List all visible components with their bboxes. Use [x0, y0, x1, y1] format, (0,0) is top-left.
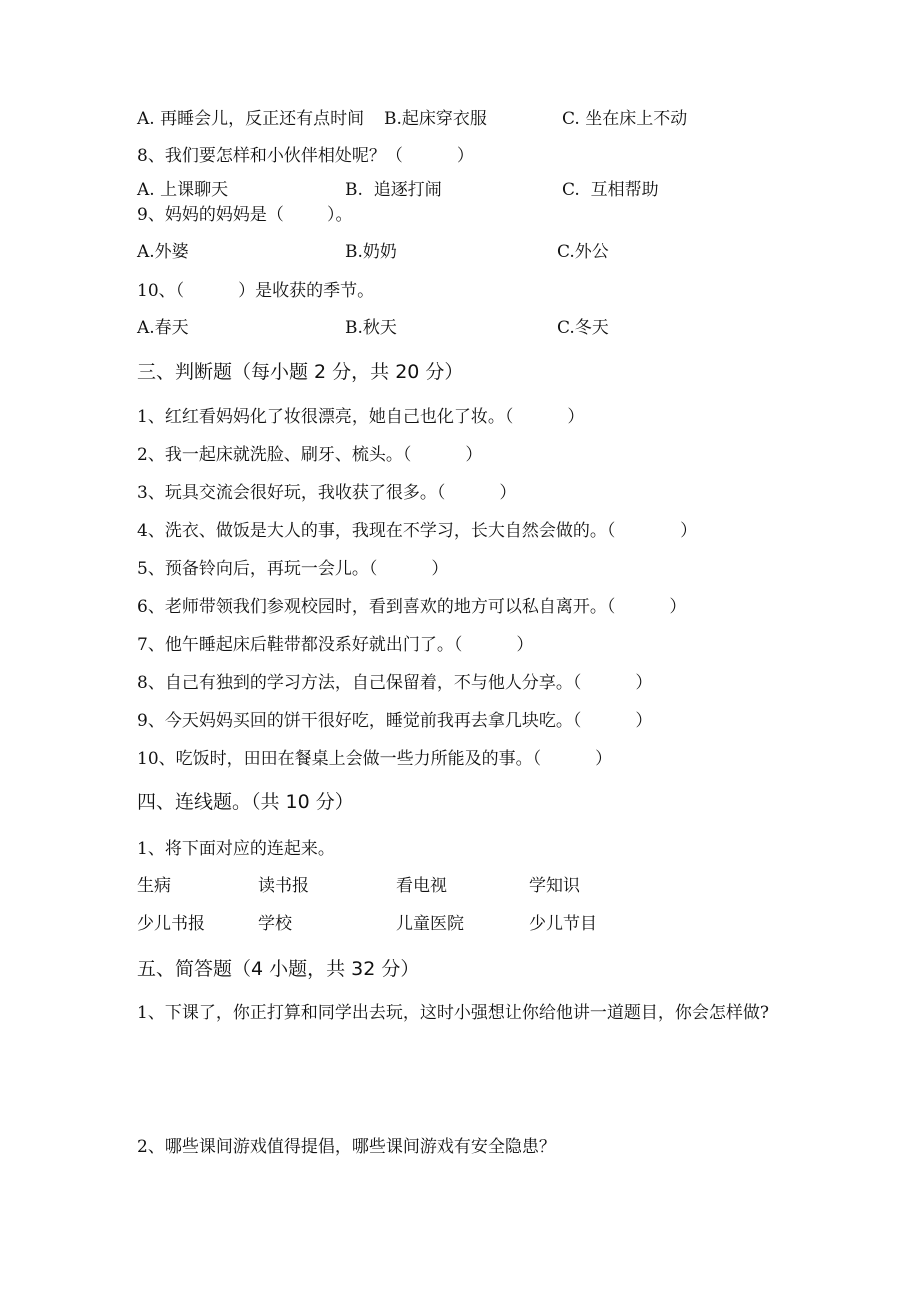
match-left-3: 看电视	[396, 876, 447, 896]
q10-text: 10、（ ）是收获的季节。	[137, 281, 375, 301]
short-answer-q2: 2、哪些课间游戏值得提倡，哪些课间游戏有安全隐患？	[137, 1137, 556, 1157]
match-left-4: 学知识	[529, 876, 580, 896]
match-left-2: 读书报	[258, 876, 309, 896]
judge-item: 10、吃饭时，田田在餐桌上会做一些力所能及的事。（ ）	[137, 749, 613, 769]
q8-option-c: C. 互相帮助	[562, 180, 659, 200]
q8-option-a: A. 上课聊天	[137, 180, 229, 200]
q9-text: 9、妈妈的妈妈是（ ）。	[137, 205, 353, 225]
judge-item: 9、今天妈妈买回的饼干很好吃，睡觉前我再去拿几块吃。（ ）	[137, 711, 653, 731]
section5-heading: 五、简答题（4 小题，共 32 分）	[137, 958, 420, 980]
judge-item: 2、我一起床就洗脸、刷牙、梳头。（ ）	[137, 445, 483, 465]
judge-item: 3、玩具交流会很好玩，我收获了很多。（ ）	[137, 483, 517, 503]
judge-item: 5、预备铃向后，再玩一会儿。（ ）	[137, 559, 449, 579]
q10-option-c: C.冬天	[557, 318, 609, 338]
short-answer-q1: 1、下课了，你正打算和同学出去玩，这时小强想让你给他讲一道题目，你会怎样做?	[137, 1003, 769, 1023]
q10-option-b: B.秋天	[345, 318, 397, 338]
judge-item: 7、他午睡起床后鞋带都没系好就出门了。（ ）	[137, 635, 534, 655]
q7-option-b: B.起床穿衣服	[384, 109, 487, 129]
q7-option-c: C. 坐在床上不动	[562, 109, 688, 129]
judge-item: 6、老师带领我们参观校园时，看到喜欢的地方可以私自离开。（ ）	[137, 597, 687, 617]
section4-heading: 四、连线题。（共 10 分）	[137, 791, 354, 813]
match-left-1: 生病	[137, 876, 171, 896]
q7-option-a: A. 再睡会儿，反正还有点时间	[137, 109, 365, 129]
section4-instruction: 1、将下面对应的连起来。	[137, 839, 335, 859]
match-right-4: 少儿节目	[529, 914, 597, 934]
section3-heading: 三、判断题（每小题 2 分，共 20 分）	[137, 361, 464, 383]
judge-item: 1、红红看妈妈化了妆很漂亮，她自己也化了妆。（ ）	[137, 407, 585, 427]
match-right-3: 儿童医院	[396, 914, 464, 934]
q9-option-c: C.外公	[557, 242, 609, 262]
q9-option-b: B.奶奶	[345, 242, 397, 262]
match-right-2: 学校	[258, 914, 292, 934]
match-right-1: 少儿书报	[137, 914, 205, 934]
q10-option-a: A.春天	[137, 318, 189, 338]
q9-option-a: A.外婆	[137, 242, 189, 262]
q8-text: 8、我们要怎样和小伙伴相处呢？（ ）	[137, 146, 474, 166]
judge-item: 8、自己有独到的学习方法，自己保留着，不与他人分享。（ ）	[137, 673, 653, 693]
judge-item: 4、洗衣、做饭是大人的事，我现在不学习，长大自然会做的。（ ）	[137, 521, 698, 541]
q8-option-b: B. 追逐打闹	[345, 180, 442, 200]
